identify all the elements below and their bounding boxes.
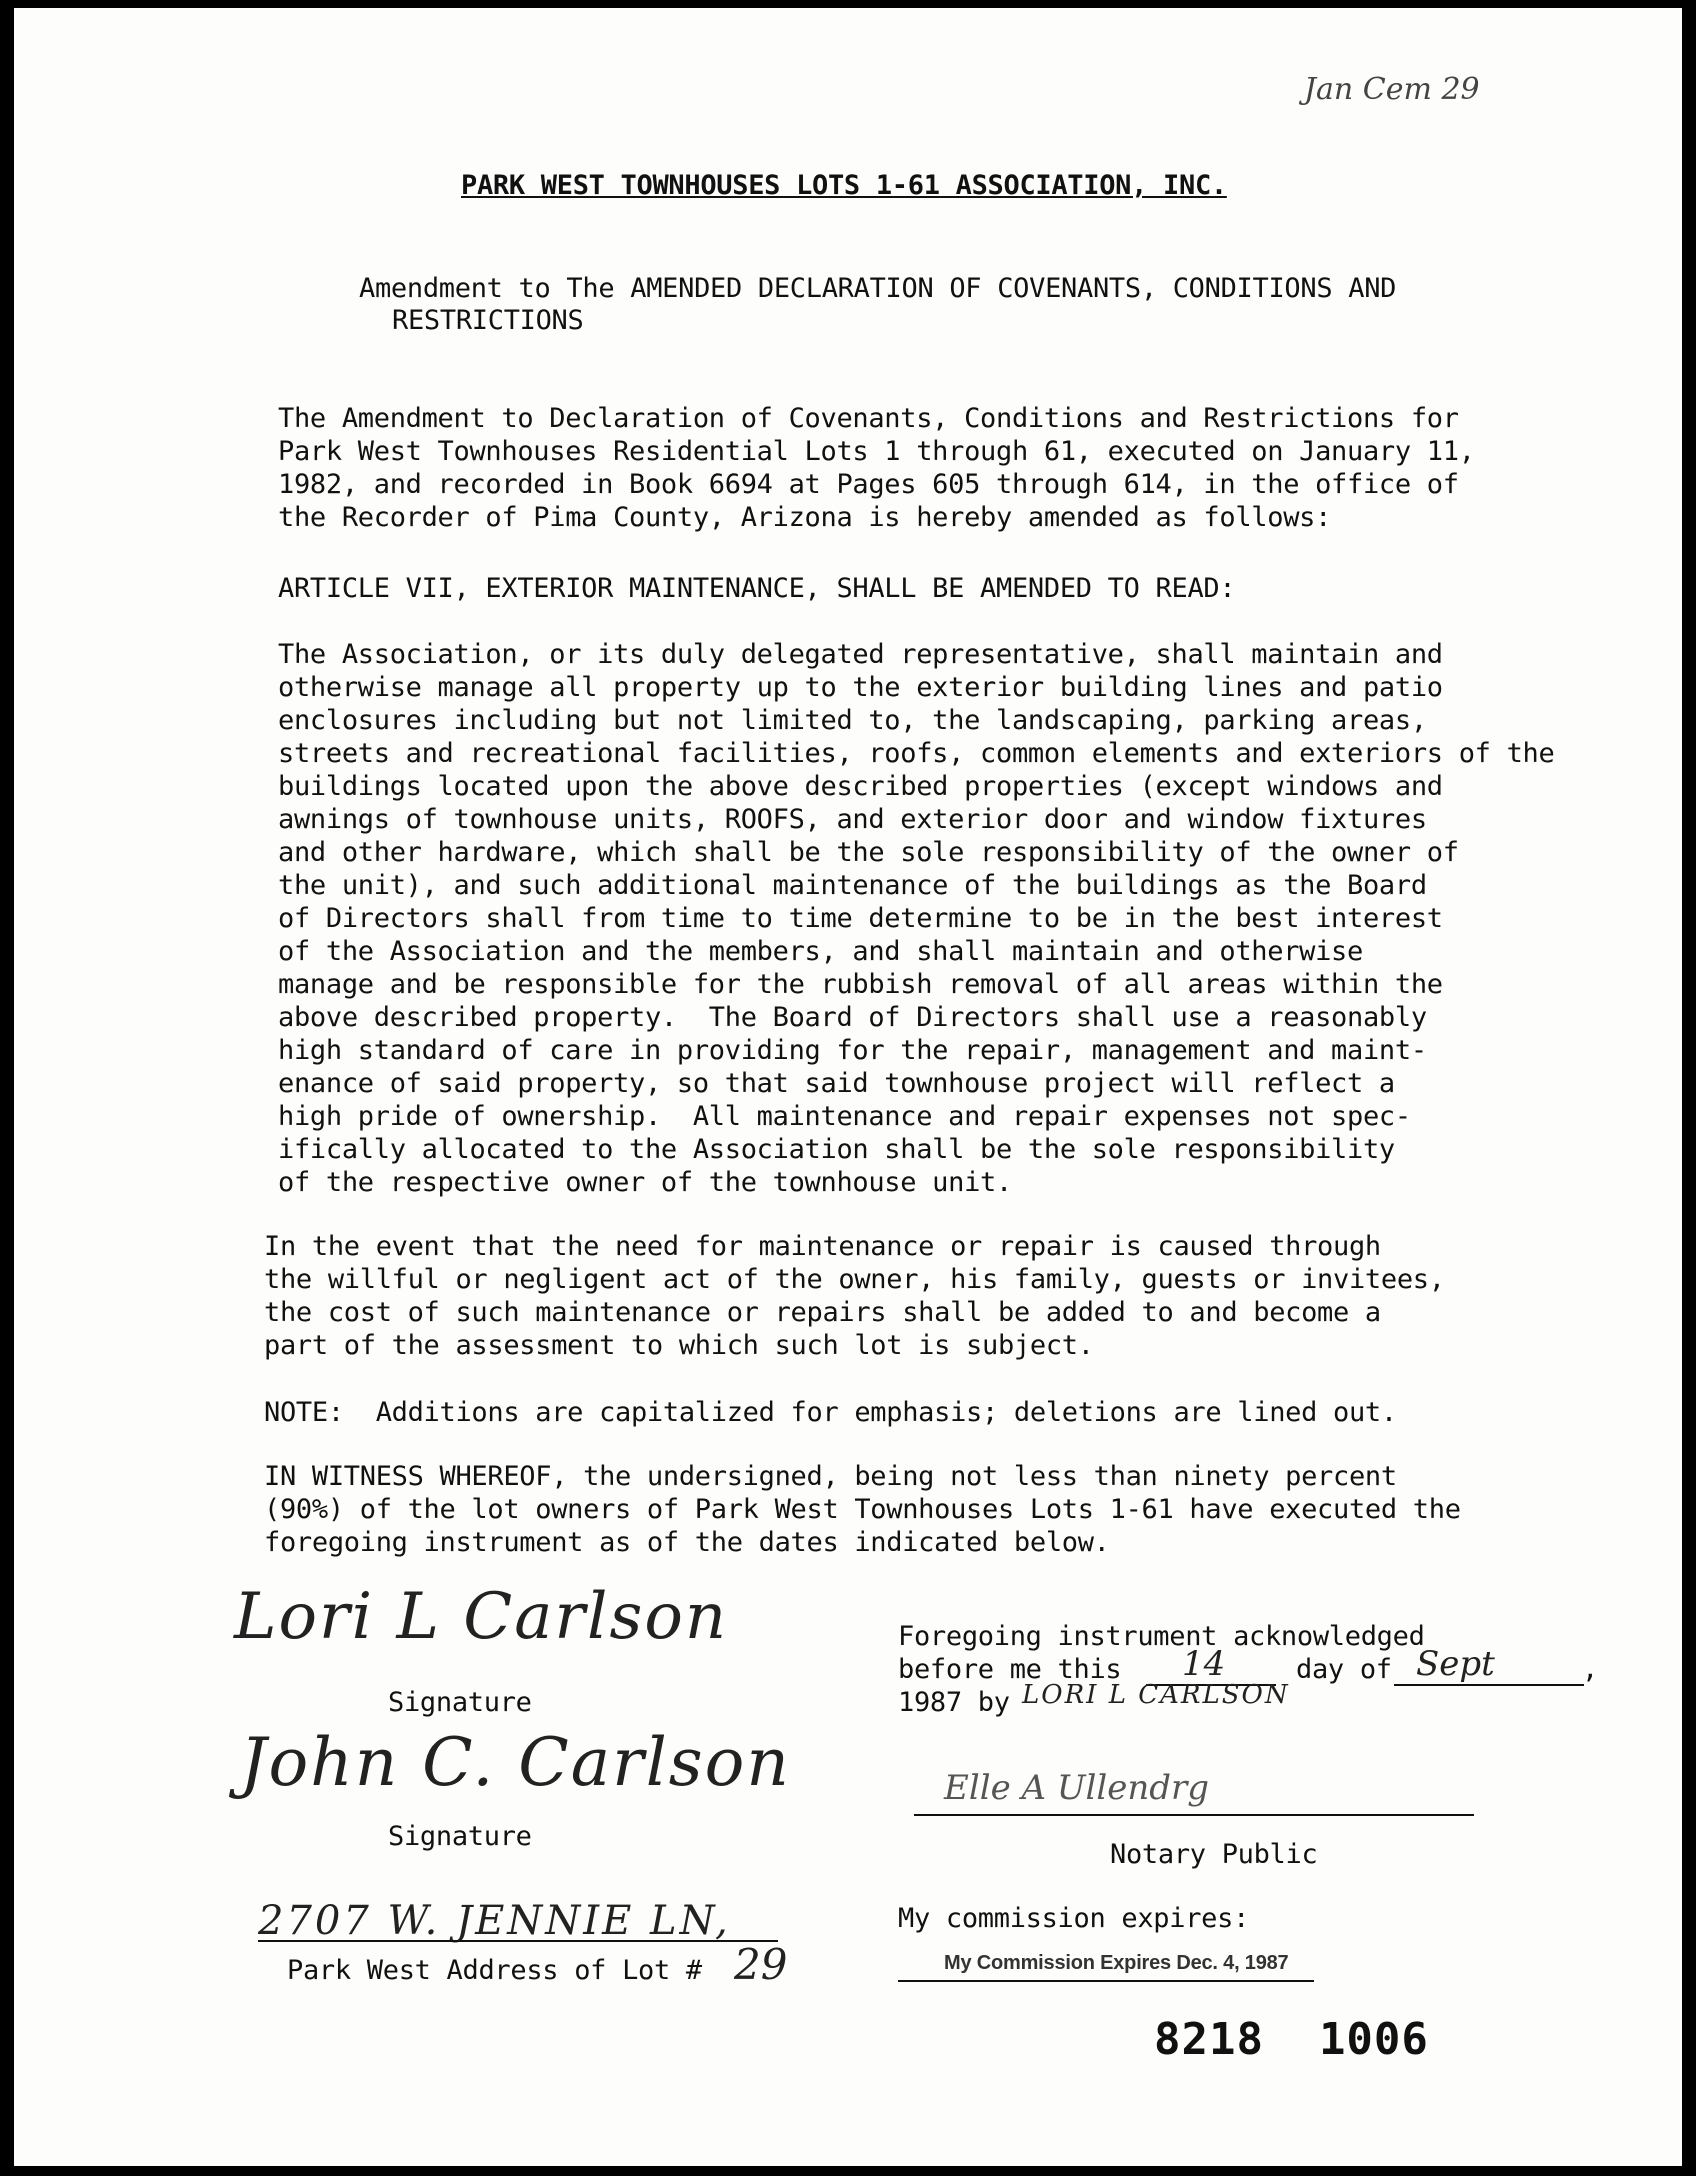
- article-line: buildings located upon the above described properties (except windows and: [278, 771, 1443, 802]
- document-title: PARK WEST TOWNHOUSES LOTS 1-61 ASSOCIATION, INC.: [461, 170, 1227, 201]
- ack-month-underline: [1394, 1684, 1584, 1686]
- signature-label-1: Signature: [388, 1687, 532, 1718]
- event-line: part of the assessment to which such lot is subject.: [264, 1330, 1094, 1361]
- intro-line: Park West Townhouses Residential Lots 1 through 61, executed on January 11,: [278, 436, 1475, 467]
- ack-name-value: LORI L CARLSON: [1022, 1680, 1290, 1710]
- witness-line: IN WITNESS WHEREOF, the undersigned, being not less than ninety percent: [264, 1461, 1397, 1492]
- address-underline: [258, 1940, 778, 1942]
- article-heading: ARTICLE VII, EXTERIOR MAINTENANCE, SHALL BE AMENDED TO READ:: [278, 573, 1236, 604]
- owner-signature-1: Lori L Carlson: [234, 1580, 729, 1654]
- commission-stamp: My Commission Expires Dec. 4, 1987: [944, 1952, 1289, 1974]
- signature-label-2: Signature: [388, 1821, 532, 1852]
- intro-paragraph: [278, 402, 1475, 534]
- event-line: the willful or negligent act of the owner, his family, guests or invitees,: [264, 1264, 1445, 1295]
- owner-signature-2: John C. Carlson: [240, 1724, 791, 1801]
- witness-line: (90%) of the lot owners of Park West Townhouses Lots 1-61 have executed the: [264, 1494, 1461, 1525]
- ack-month-value: Sept: [1416, 1644, 1495, 1684]
- ack-year-by: 1987 by: [898, 1687, 1010, 1718]
- article-line: otherwise manage all property up to the exterior building lines and patio: [278, 672, 1443, 703]
- intro-line: 1982, and recorded in Book 6694 at Pages 605 through 614, in the office of: [278, 469, 1459, 500]
- article-line: of the Association and the members, and shall maintain and otherwise: [278, 936, 1363, 967]
- article-body: [278, 638, 1554, 1199]
- notary-label: Notary Public: [1110, 1839, 1318, 1870]
- address-label: Park West Address of Lot #: [287, 1955, 702, 1986]
- document-number: 8218 1006: [1154, 2014, 1429, 2065]
- article-line: high pride of ownership. All maintenance and repair expenses not spec-: [278, 1101, 1411, 1132]
- subtitle-line-2: RESTRICTIONS: [392, 305, 584, 336]
- event-line: the cost of such maintenance or repairs shall be added to and become a: [264, 1297, 1381, 1328]
- article-line: manage and be responsible for the rubbish removal of all areas within the: [278, 969, 1443, 1000]
- address-handwritten: 2707 W. JENNIE LN,: [258, 1898, 731, 1944]
- article-line: enance of said property, so that said townhouse project will reflect a: [278, 1068, 1395, 1099]
- article-line: of Directors shall from time to time determine to be in the best interest: [278, 903, 1443, 934]
- article-line: The Association, or its duly delegated representative, shall maintain and: [278, 639, 1443, 670]
- lot-number: 29: [734, 1940, 788, 1989]
- article-line: the unit), and such additional maintenance of the buildings as the Board: [278, 870, 1427, 901]
- notary-underline: [914, 1814, 1474, 1816]
- article-line: and other hardware, which shall be the sole responsibility of the owner of: [278, 837, 1459, 868]
- ack-comma: ,: [1582, 1654, 1598, 1685]
- commission-label: My commission expires:: [898, 1903, 1250, 1934]
- corner-handwritten-note: Jan Cem 29: [1304, 72, 1480, 107]
- intro-line: The Amendment to Declaration of Covenants, Conditions and Restrictions for: [278, 403, 1459, 434]
- article-line: streets and recreational facilities, roofs, common elements and exteriors of the: [278, 738, 1555, 769]
- note-line: NOTE: Additions are capitalized for emphasis; deletions are lined out.: [264, 1397, 1397, 1428]
- event-line: In the event that the need for maintenance or repair is caused through: [264, 1231, 1381, 1262]
- commission-underline: [898, 1980, 1314, 1982]
- event-paragraph: [264, 1230, 1445, 1362]
- ack-line-1: Foregoing instrument acknowledged: [898, 1621, 1425, 1652]
- ack-day-value: 14: [1182, 1644, 1226, 1684]
- notary-signature: Elle A Ullendrg: [944, 1768, 1210, 1808]
- article-line: high standard of care in providing for the repair, management and maint-: [278, 1035, 1427, 1066]
- document-page: [14, 8, 1682, 2166]
- article-line: enclosures including but not limited to, the landscaping, parking areas,: [278, 705, 1427, 736]
- article-line: awnings of townhouse units, ROOFS, and exterior door and window fixtures: [278, 804, 1427, 835]
- witness-line: foregoing instrument as of the dates indicated below.: [264, 1527, 1110, 1558]
- article-line: above described property. The Board of Directors shall use a reasonably: [278, 1002, 1427, 1033]
- article-line: of the respective owner of the townhouse unit.: [278, 1167, 1012, 1198]
- ack-before-me: before me this: [898, 1654, 1122, 1685]
- subtitle-line-1: Amendment to The AMENDED DECLARATION OF COVENANTS, CONDITIONS AND: [359, 273, 1397, 304]
- ack-day-of: day of: [1296, 1654, 1392, 1685]
- intro-line: the Recorder of Pima County, Arizona is hereby amended as follows:: [278, 502, 1332, 533]
- article-line: ifically allocated to the Association shall be the sole responsibility: [278, 1134, 1395, 1165]
- witness-paragraph: [264, 1460, 1461, 1559]
